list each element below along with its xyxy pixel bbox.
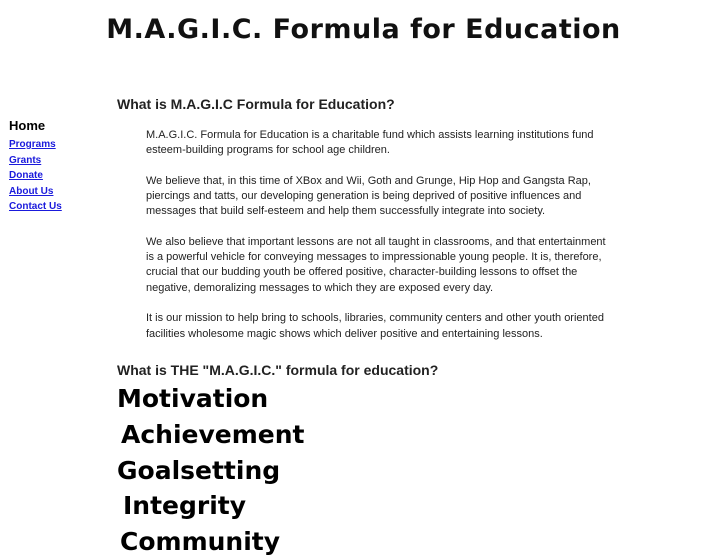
paragraph: We also believe that important lessons are not all taught in classrooms, and that entertainment is a powerful vehicle for conveying messages to impressionable young people. It is, therefore, crucial that our budding youth be offered positive, character-building lessons to offset the negative, demoralizing messages to which they are exposed every day. xyxy=(146,236,606,294)
word-community: Community xyxy=(120,527,281,557)
paragraph: We believe that, in this time of XBox and Wii, Goth and Grunge, Hip Hop and Gangsta Rap, piercings and tatts, our developing generation is being deprived of positive influences and messages that build self-esteem and help them successfully integrate into society. xyxy=(146,174,591,218)
section-heading-formula: What is THE "M.A.G.I.C." formula for education? xyxy=(117,362,439,378)
sidebar-nav xyxy=(9,118,62,215)
word-motivation: Motivation xyxy=(117,384,269,413)
nav-link-about-us[interactable]: About Us xyxy=(9,185,54,197)
intro-content xyxy=(146,128,616,357)
nav-link-contact-us[interactable]: Contact Us xyxy=(9,201,62,213)
nav-link-grants[interactable]: Grants xyxy=(9,154,42,166)
paragraph: M.A.G.I.C. Formula for Education is a charitable fund which assists learning institutions fund esteem-building programs for school age children. xyxy=(146,129,594,157)
section-heading-what-is: What is M.A.G.I.C Formula for Education? xyxy=(117,96,395,112)
magic-acronym-words xyxy=(117,381,305,560)
site-title-logo: M.A.G.I.C. Formula for Education xyxy=(106,14,621,45)
paragraph: It is our mission to help bring to schools, libraries, community centers and other youth oriented facilities wholesome magic shows which deliver positive and entertaining lessons. xyxy=(146,312,604,340)
word-integrity: Integrity xyxy=(123,491,247,521)
nav-link-donate[interactable]: Donate xyxy=(9,170,43,182)
word-achievement: Achievement xyxy=(121,419,305,449)
nav-home-current: Home xyxy=(9,118,46,133)
nav-link-programs[interactable]: Programs xyxy=(9,139,56,150)
word-goalsetting: Goalsetting xyxy=(117,455,281,485)
